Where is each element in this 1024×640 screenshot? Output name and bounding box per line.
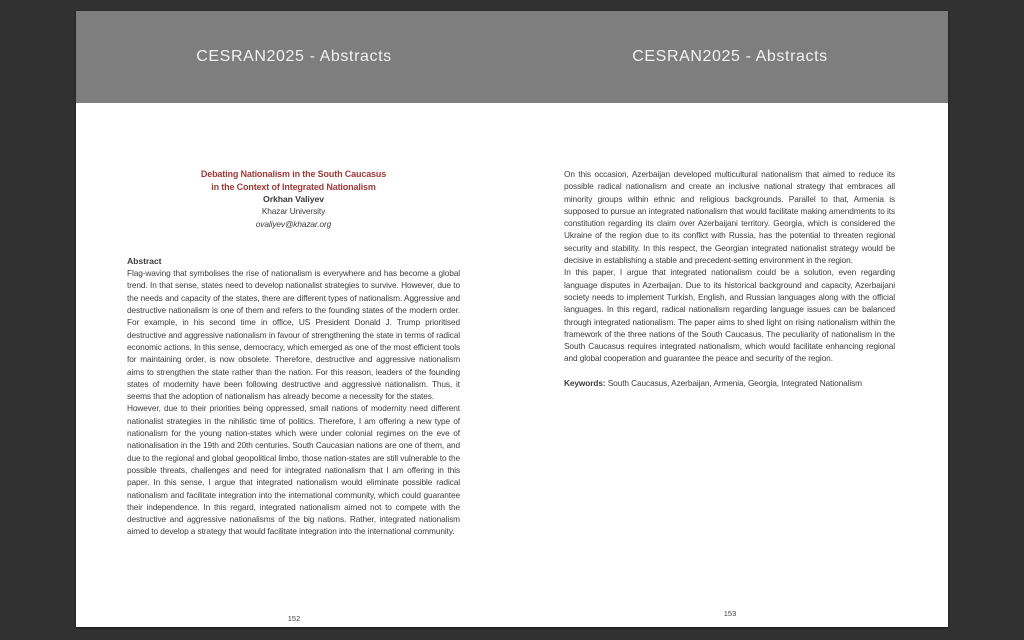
keywords-line: [564, 377, 895, 389]
abstract-heading: Abstract: [127, 255, 162, 266]
page-number-right: 153: [723, 609, 737, 618]
page-number-left: 152: [287, 614, 301, 623]
page-right-content: [564, 168, 895, 389]
page-left-content: [127, 168, 460, 538]
paper-title-line1: Debating Nationalism in the South Caucasus: [200, 169, 387, 179]
keywords-values: South Caucasus, Azerbaijan, Armenia, Georgia, Integrated Nationalism: [607, 378, 862, 389]
abstract-paragraph-2: However, due to their priorities being oppressed, small nations of modernity need different nationalist strategies in the nihilistic time of politics. Therefore, I am offering a new type of nationalism for the young nation-states which were under colonial regimes on the eve of nationalisation in the 19th and 20th centuries. South Caucasian nations are one of them, and due to the regional and global geopolitical limbo, those nation-states are still vulnerable to the possible threats, challenges and need for integrated nationalism that I am offering in this paper. In this sense, I argue that integrated nationalism would eliminate possible radical nationalism and facilitate integration into the international community, which could guarantee their independence. In this regard, integrated nationalism aimed not to compete with the destructive and aggressive nationalisms of the big nations. Rather, integrated nationalism aimed to develop a strategy that would facilitate integration into the international community.: [127, 403, 460, 537]
document-spread: [76, 11, 948, 627]
header-title-right: CESRAN2025 - Abstracts: [632, 48, 828, 65]
header-band: [76, 11, 948, 103]
abstract-paragraph-3: On this occasion, Azerbaijan developed multicultural nationalism that aimed to reduce its possible radical nationalism and create an inclusive national strategy that embraces all minority groups within ethnic and religious backgrounds. Parallel to that, Armenia is supposed to pursue an integrated nationalism that would facilitate making amendments to its constitution regarding its claim over Azerbaijani territory. Georgia, which is considered the Ukraine of the region due to its conflict with Russia, has the potential to threaten regional security and stability. In this respect, the Georgian integrated nationalist strategy would be decisive in establishing a stable and precedent-setting environment in the region.: [564, 169, 895, 266]
header-cell-left: [76, 11, 512, 103]
header-title-left: CESRAN2025 - Abstracts: [196, 48, 392, 65]
header-cell-right: [512, 11, 948, 103]
author-name: Orkhan Valiyev: [263, 194, 324, 204]
abstract-paragraph-1: Flag-waving that symbolises the rise of nationalism is everywhere and has become a global trend. In that sense, states need to develop nationalist strategies to survive. However, due to the needs and capacity of the states, there are different types of nationalism. Aggressive and destructive nationalism is one of them and refers to the founding states of the modern order. For example, in his second time in office, US President Donald J. Trump prioritised destructive and aggressive nationalism in favour of strengthening the state in terms of radical economic actions. In this sense, democracy, which emerged as one of the most efficient tools for maintaining order, is now obsolete. Therefore, destructive and aggressive nationalism aims to strengthen the state rather than the nation. For this reason, leaders of the founding states of modernity have been following destructive and aggressive nationalism. Thus, it seems that the adoption of nationalism has already become a necessity for the states.: [127, 268, 460, 402]
author-email: ovaliyev@khazar.org: [255, 218, 332, 229]
paper-title-line2: in the Context of Integrated Nationalism: [211, 181, 376, 192]
abstract-paragraph-4: In this paper, I argue that integrated nationalism could be a solution, even regarding language disputes in Azerbaijan. Due to its historical background and capacity, Azerbaijani society needs to implement Turkish, English, and Russian languages along with the official languages. In this regard, radical nationalism regarding language issues can be balanced through integrated nationalism. The paper aims to shed light on rising nationalism within the framework of the three nations of the South Caucasus. The peculiarity of nationalism in the South Caucasus requires integrated nationalism, which would facilitate enhancing regional and global cooperation and guarantee the peace and security of the region.: [564, 267, 895, 364]
author-affiliation: Khazar University: [261, 206, 326, 217]
keywords-label: Keywords:: [564, 378, 606, 389]
